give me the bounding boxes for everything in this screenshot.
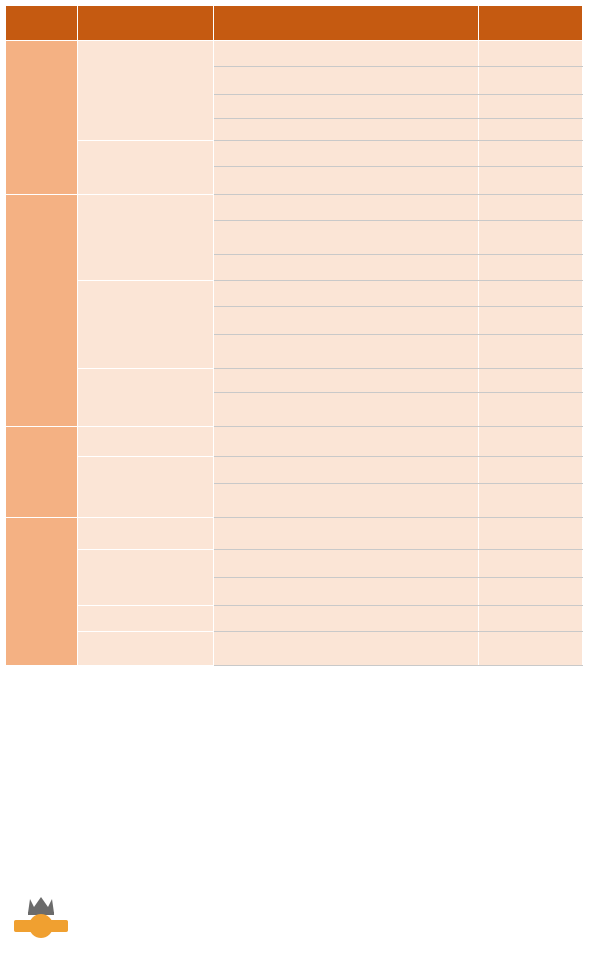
component-cell — [6, 41, 78, 195]
key-issue-cell — [214, 141, 479, 167]
grade-cell — [479, 167, 583, 195]
key-issue-cell — [214, 41, 479, 67]
subcomponent-cell — [78, 369, 214, 427]
grade-cell — [479, 221, 583, 255]
key-issue-cell — [214, 632, 479, 666]
grade-cell — [479, 457, 583, 484]
key-issue-cell — [214, 221, 479, 255]
key-issue-cell — [214, 119, 479, 141]
key-issue-cell — [214, 369, 479, 393]
grade-cell — [479, 67, 583, 95]
subcomponent-cell — [78, 427, 214, 457]
subcomponent-cell — [78, 457, 214, 518]
grade-cell — [479, 427, 583, 457]
ico-dd-logo — [8, 895, 74, 959]
grade-cell — [479, 41, 583, 67]
key-issue-cell — [214, 255, 479, 281]
grade-cell — [479, 141, 583, 167]
grade-cell — [479, 307, 583, 335]
grade-cell — [479, 255, 583, 281]
grade-cell — [479, 369, 583, 393]
grade-cell — [479, 195, 583, 221]
table-row — [6, 632, 583, 666]
key-issue-cell — [214, 393, 479, 427]
grade-cell — [479, 606, 583, 632]
grade-cell — [479, 393, 583, 427]
subcomponent-cell — [78, 632, 214, 666]
key-issue-cell — [214, 195, 479, 221]
table-row — [6, 281, 583, 307]
key-issue-cell — [214, 281, 479, 307]
header-component — [6, 6, 78, 41]
grade-cell — [479, 335, 583, 369]
grade-cell — [479, 119, 583, 141]
key-issue-cell — [214, 550, 479, 578]
table-body — [6, 41, 583, 666]
component-cell — [6, 518, 78, 666]
table-row — [6, 41, 583, 67]
grade-cell — [479, 632, 583, 666]
table-row — [6, 606, 583, 632]
table-row — [6, 550, 583, 578]
header-row — [6, 6, 583, 41]
key-issue-cell — [214, 518, 479, 550]
due-diligence-table — [5, 5, 583, 666]
component-cell — [6, 195, 78, 427]
ico-dd-crown-icon — [8, 895, 74, 939]
key-issue-cell — [214, 578, 479, 606]
key-issue-cell — [214, 457, 479, 484]
subcomponent-cell — [78, 141, 214, 195]
subcomponent-cell — [78, 550, 214, 606]
grade-cell — [479, 550, 583, 578]
subcomponent-cell — [78, 606, 214, 632]
key-issue-cell — [214, 427, 479, 457]
header-key-issues — [214, 6, 479, 41]
grade-cell — [479, 281, 583, 307]
subcomponent-cell — [78, 518, 214, 550]
table-row — [6, 141, 583, 167]
key-issue-cell — [214, 484, 479, 518]
header-subcomponent — [78, 6, 214, 41]
grade-cell — [479, 95, 583, 119]
table-row — [6, 457, 583, 484]
key-issue-cell — [214, 167, 479, 195]
key-issue-cell — [214, 307, 479, 335]
subcomponent-cell — [78, 41, 214, 141]
table-row — [6, 518, 583, 550]
header-grade — [479, 6, 583, 41]
table-row — [6, 369, 583, 393]
key-issue-cell — [214, 335, 479, 369]
grade-cell — [479, 518, 583, 550]
table-row — [6, 195, 583, 221]
grade-cell — [479, 484, 583, 518]
subcomponent-cell — [78, 281, 214, 369]
key-issue-cell — [214, 95, 479, 119]
key-issue-cell — [214, 606, 479, 632]
subcomponent-cell — [78, 195, 214, 281]
component-cell — [6, 427, 78, 518]
grade-cell — [479, 578, 583, 606]
component-label — [25, 427, 59, 513]
table-row — [6, 427, 583, 457]
key-issue-cell — [214, 67, 479, 95]
